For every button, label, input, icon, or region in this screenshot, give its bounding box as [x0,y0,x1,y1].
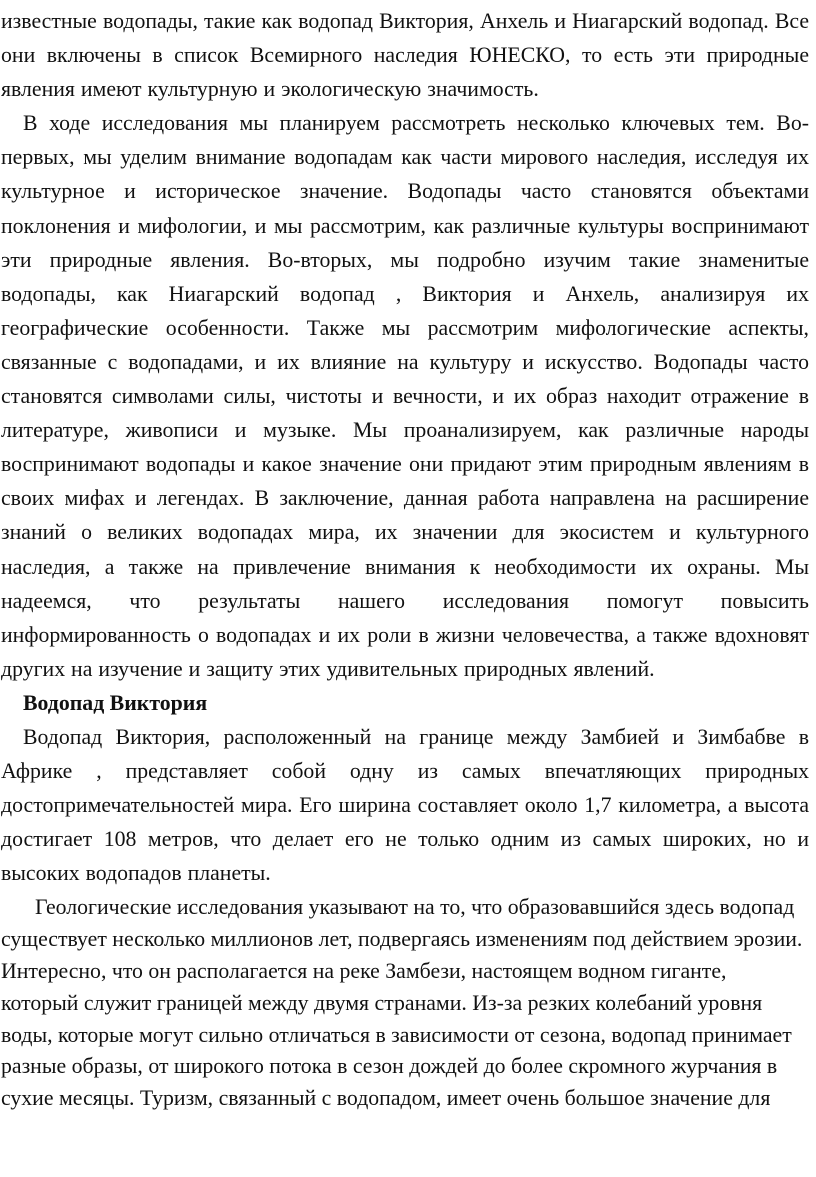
paragraph-intro-continuation: известные водопады, такие как водопад Виктория, Анхель и Ниагарский водопад. Все они включены в список Всемирного наследия ЮНЕСКО, то есть эти природные явления имеют культурную и экологическую значимость. [1,9,809,102]
paragraph-research-plan: В ходе исследования мы планируем рассмотреть несколько ключевых тем. Во-первых, мы уделим внимание водопадам как части мирового наследия, исследуя их культурное и историческое значение. Водопады часто становятся объектами поклонения и мифологии, и мы рассмотрим, как различные культуры воспринимают эти природные явления. Во-вторых, мы подробно изучим такие знаменитые водопады, как Ниагарский водопад , Виктория и Анхель, анализируя их географические особенности. Также мы рассмотрим мифологические аспекты, связанные с водопадами, и их влияние на культуру и искусство. Водопады часто становятся символами силы, чистоты и вечности, и их образ находит отражение в литературе, живописи и музыке. Мы проанализируем, как различные народы воспринимают водопады и какое значение они придают этим природным явлениям в своих мифах и легендах. В заключение, данная работа направлена на расширение знаний о великих водопадах мира, их значении для экосистем и культурного наследия, а также на привлечение внимания к необходимости их охраны. Мы надеемся, что результаты нашего исследования помогут повысить информированность о водопадах и их роли в жизни человечества, а также вдохновят других на изучение и защиту этих удивительных природных явлений. [1,111,809,681]
paragraph-victoria-overview: Водопад Виктория, расположенный на границе между Замбией и Зимбабве в Африке , представляет собой одну из самых впечатляющих природных достопримечательностей мира. Его ширина составляет около 1,7 километра, а высота достигает 108 метров, что делает его не только одним из самых широких, но и высоких водопадов планеты. [1,724,809,886]
paragraph-victoria-geology: Геологические исследования указывают на то, что образовавшийся здесь водопад существует несколько миллионов лет, подвергаясь изменениям под действием эрозии. Интересно, что он располагается на реке Замбези, настоящем водном гиганте, который служит границей между двумя странами. Из-за резких колебаний уровня воды, которые могут сильно отличаться в зависимости от сезона, водопад принимает разные образы, от широкого потока в сезон дождей до более скромного журчания в сухие месяцы. Туризм, связанный с водопадом, имеет очень большое значение для [1,895,803,1111]
section-heading-victoria: Водопад Виктория [23,690,208,715]
